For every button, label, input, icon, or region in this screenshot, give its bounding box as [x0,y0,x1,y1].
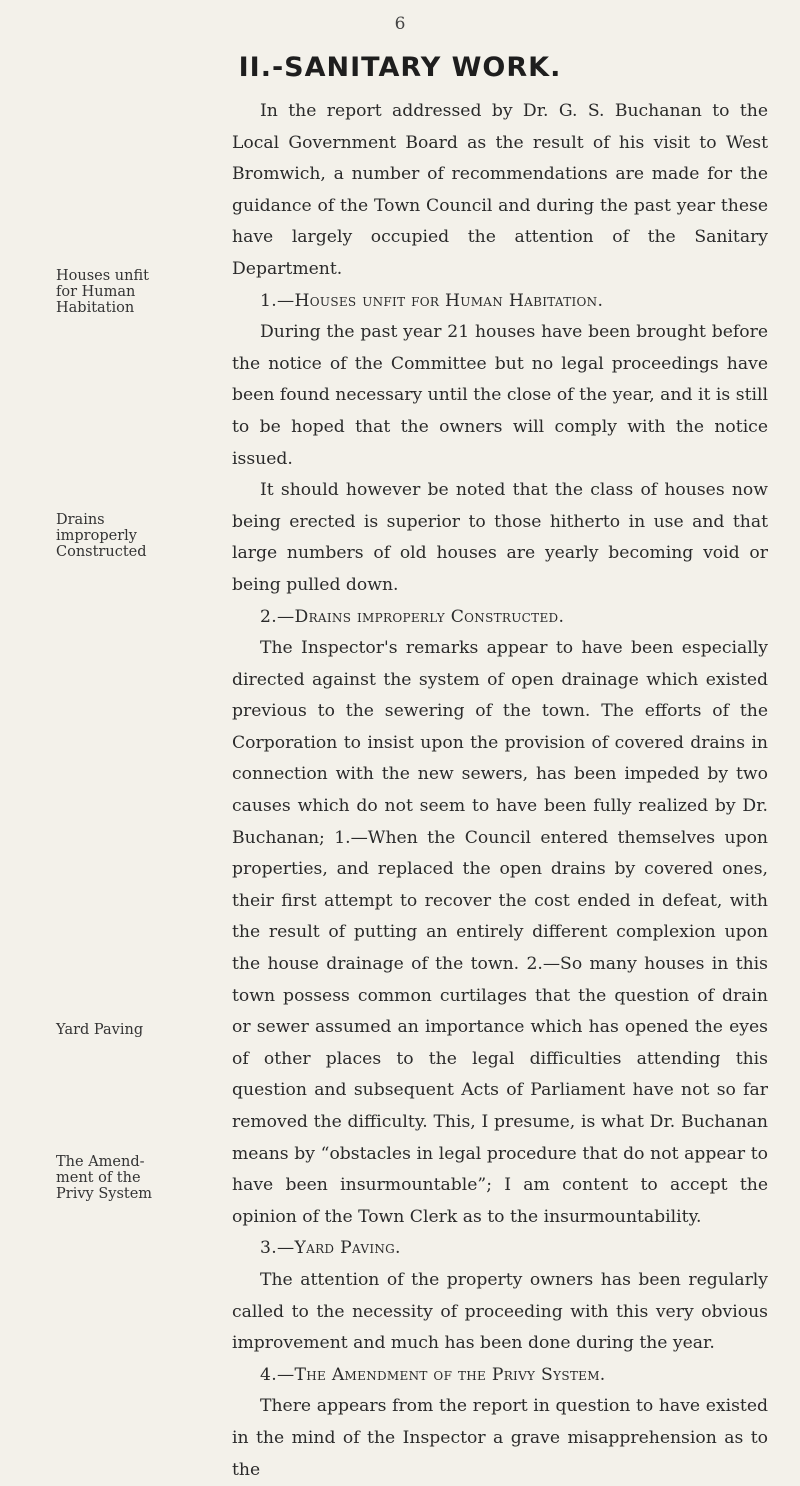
paragraph: There appears from the report in question to have existed in the mind of the Inspector a grave misapprehension as to the [232,1396,768,1480]
section-title-privy-system: 4.—The Amendment of the Privy System. [260,1364,606,1385]
margin-note-line: Yard Paving [56,1022,144,1038]
margin-note-yard-paving [56,1022,166,1038]
margin-note-privy-system [56,1154,166,1202]
main-text [232,96,768,1486]
margin-note-line: Privy System [56,1186,153,1202]
paragraph: The attention of the property owners has been regularly called to the necessity of proceeding with this very obvious improvement and much has been done during the year. [232,1269,768,1354]
section-title-yard-paving: 3.—Yard Paving. [260,1238,401,1259]
paragraph: It should however be noted that the class of houses now being erected is superior to those hitherto in use and that large numbers of old houses are yearly becoming void or being pulled down. [232,480,768,595]
section-heading: II.-SANITARY WORK. [238,52,562,83]
margin-note-line: ment of the [56,1170,141,1186]
margin-note-drains [56,512,166,560]
margin-note-line: Constructed [56,544,147,560]
section-title-drains: 2.—Drains improperly Constructed. [260,606,565,627]
margin-note-line: Houses unfit [56,268,149,284]
margin-note-line: for Human [56,284,136,300]
margin-note-line: improperly [56,528,137,544]
margin-note-line: The Amend- [56,1154,145,1170]
page-number: 6 [394,14,406,34]
margin-note-line: Drains [56,512,105,528]
margin-note-line: Habitation [56,300,135,316]
section-title-houses-unfit: 1.—Houses unfit for Human Habitation. [260,290,604,311]
intro-paragraph: In the report addressed by Dr. G. S. Buchanan to the Local Government Board as the result of his visit to West Bromwich, a number of recommendations are made for the guidance of the Town Council and during the past year these have largely occupied the attention of the Sanitary Department. [232,101,768,279]
paragraph: The Inspector's remarks appear to have been especially directed against the system of open drainage which existed previous to the sewering of the town. The efforts of the Corporation to insist upon the provision of covered drains in connection with the new sewers, has been impeded by two causes which do not seem to have been fully realized by Dr. Buchanan; 1.—When the Council entered themselves upon properties, and replaced the open drains by covered ones, their first attempt to recover the cost ended in defeat, with the result of putting an entirely different complexion upon the house drainage of the town. 2.—So many houses in this town possess common curtilages that the question of drain or sewer assumed an importance which has opened the eyes of other places to the legal difficulties attending this question and subsequent Acts of Parliament have not so far removed the difficulty. This, I presume, is what Dr. Buchanan means by “obstacles in legal procedure that do not appear to have been insurmountable”; I am content to accept the opinion of the Town Clerk as to the insurmountability. [232,638,768,1227]
margin-note-houses-unfit [56,268,166,316]
paragraph: During the past year 21 houses have been brought before the notice of the Committee but no legal proceedings have been found necessary until the close of the year, and it is still to be hoped that the owners will comply with the notice issued. [232,322,768,469]
